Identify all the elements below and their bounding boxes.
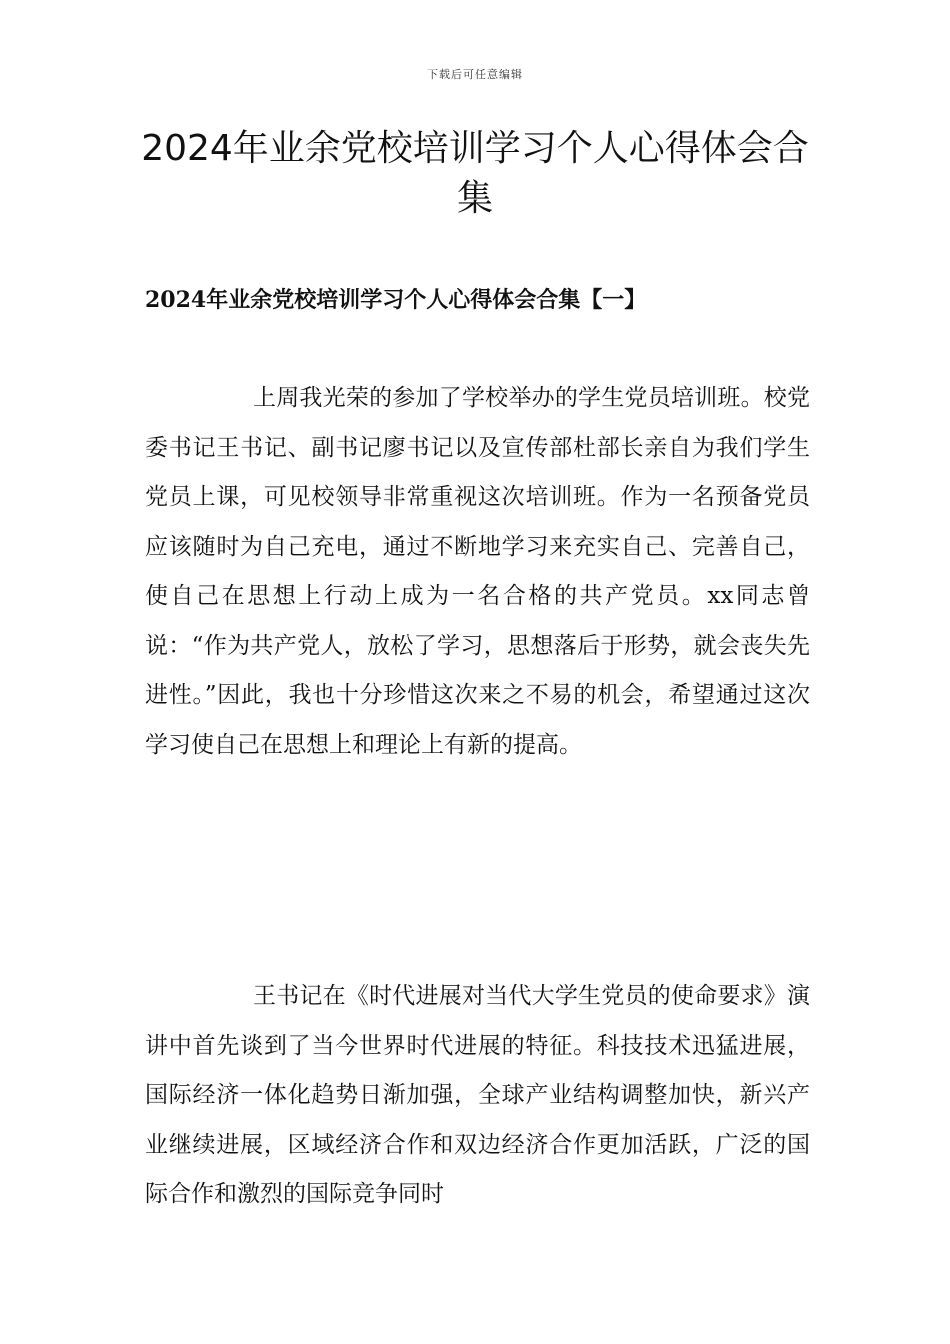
header-note: 下载后可任意编辑 [427, 68, 523, 81]
section-heading: 2024年业余党校培训学习个人心得体会合集【一】 [145, 287, 647, 313]
paragraph-2: 王书记在《时代进展对当代大学生党员的使命要求》演讲中首先谈到了当今世界时代进展的特征。科技技术迅猛进展，国际经济一体化趋势日渐加强，全球产业结构调整加快，新兴产业继续进展，区域经济合作和双边经济合作更加活跃，广泛的国际合作和激烈的国际竞争同时 [145, 983, 810, 1207]
paragraph-1: 上周我光荣的参加了学校举办的学生党员培训班。校党委书记王书记、副书记廖书记以及宣传部杜部长亲自为我们学生党员上课，可见校领导非常重视这次培训班。作为一名预备党员应该随时为自己充电，通过不断地学习来充实自己、完善自己，使自己在思想上行动上成为一名合格的共产党员。xx同志曾说：“作为共产党人，放松了学习，思想落后于形势，就会丧失先进性。”因此，我也十分珍惜这次来之不易的机会，希望通过这次学习使自己在思想上和理论上有新的提高。 [145, 385, 810, 758]
document-title: 2024年业余党校培训学习个人心得体会合集 [141, 128, 809, 219]
